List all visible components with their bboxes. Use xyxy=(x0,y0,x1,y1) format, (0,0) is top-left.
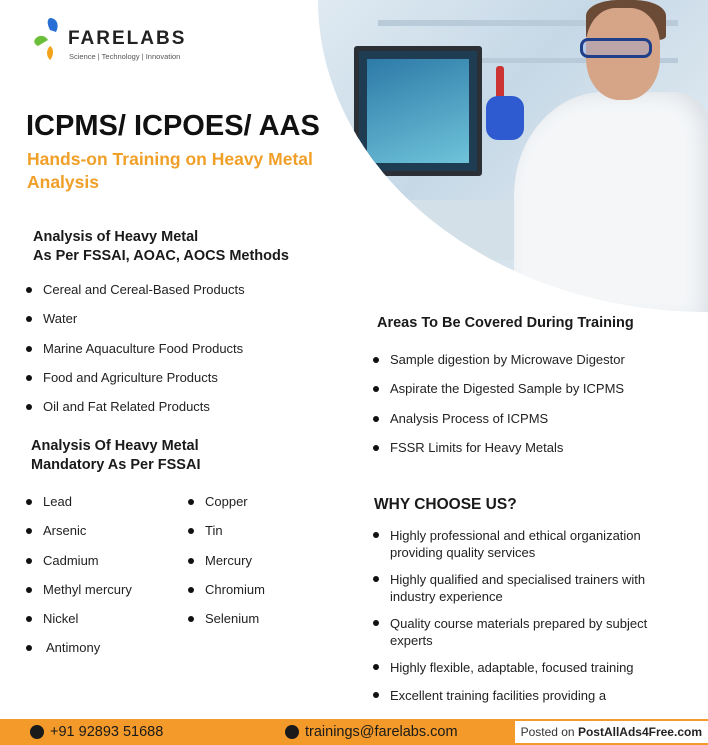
list-item: Antimony xyxy=(26,641,176,670)
section1-heading-line1: Analysis of Heavy Metal xyxy=(33,229,199,245)
list-item: Excellent training facilities providing a xyxy=(373,687,665,704)
list-item: Cadmium xyxy=(26,554,176,583)
list-item: Cereal and Cereal-Based Products xyxy=(26,283,326,312)
why-heading: WHY CHOOSE US? xyxy=(374,496,517,513)
page-title: ICPMS/ ICPOES/ AAS xyxy=(26,110,320,142)
list-item: Lead xyxy=(26,495,176,524)
list-item: Sample digestion by Microwave Digestor xyxy=(373,353,693,382)
list-item: Food and Agriculture Products xyxy=(26,371,326,400)
metals-list-col1 xyxy=(26,495,176,671)
section1-heading-line2: As Per FSSAI, AOAC, AOCS Methods xyxy=(33,248,289,264)
areas-list xyxy=(373,353,693,470)
brand-tagline: Science | Technology | Innovation xyxy=(69,52,181,61)
phone-number[interactable]: +91 92893 51688 xyxy=(50,724,164,740)
list-item: Water xyxy=(26,312,326,341)
list-item: FSSR Limits for Heavy Metals xyxy=(373,441,693,470)
areas-heading: Areas To Be Covered During Training xyxy=(377,315,634,331)
section2-heading xyxy=(31,437,200,475)
brand-logo xyxy=(30,16,230,62)
list-item: Highly flexible, adaptable, focused training xyxy=(373,659,665,676)
lab-coat xyxy=(514,92,708,312)
section1-list xyxy=(26,283,326,429)
list-item: Methyl mercury xyxy=(26,583,176,612)
list-item: Nickel xyxy=(26,612,176,641)
watermark-prefix: Posted on xyxy=(520,725,575,739)
why-list xyxy=(373,527,665,704)
page-subtitle: Hands-on Training on Heavy Metal Analysis xyxy=(27,149,313,192)
list-item: Aspirate the Digested Sample by ICPMS xyxy=(373,382,693,411)
list-item: Copper xyxy=(188,495,328,524)
brand-name: FARELABS xyxy=(68,28,187,49)
watermark-site: PostAllAds4Free.com xyxy=(577,725,702,739)
goggles xyxy=(580,38,652,58)
list-item: Chromium xyxy=(188,583,328,612)
list-item: Quality course materials prepared by subject experts xyxy=(373,615,665,649)
list-item: Tin xyxy=(188,524,328,553)
metals-list-col2 xyxy=(188,495,328,641)
watermark[interactable] xyxy=(515,721,708,743)
list-item: Highly professional and ethical organization providing quality services xyxy=(373,527,665,561)
list-item: Marine Aquaculture Food Products xyxy=(26,342,326,371)
email-link[interactable]: trainings@farelabs.com xyxy=(305,724,458,740)
list-item: Selenium xyxy=(188,612,328,641)
list-item: Oil and Fat Related Products xyxy=(26,400,326,429)
section1-heading xyxy=(33,228,289,266)
list-item: Highly qualified and specialised trainers with industry experience xyxy=(373,571,665,605)
monitor xyxy=(354,46,482,176)
section2-heading-line2: Mandatory As Per FSSAI xyxy=(31,457,201,473)
list-item: Arsenic xyxy=(26,524,176,553)
section2-heading-line1: Analysis Of Heavy Metal xyxy=(31,438,199,454)
list-item: Mercury xyxy=(188,554,328,583)
email-icon xyxy=(285,725,299,739)
farelabs-logo-icon xyxy=(30,16,66,62)
hero-photo xyxy=(318,0,708,312)
phone-icon xyxy=(30,725,44,739)
list-item: Analysis Process of ICPMS xyxy=(373,412,693,441)
glove xyxy=(486,96,524,140)
